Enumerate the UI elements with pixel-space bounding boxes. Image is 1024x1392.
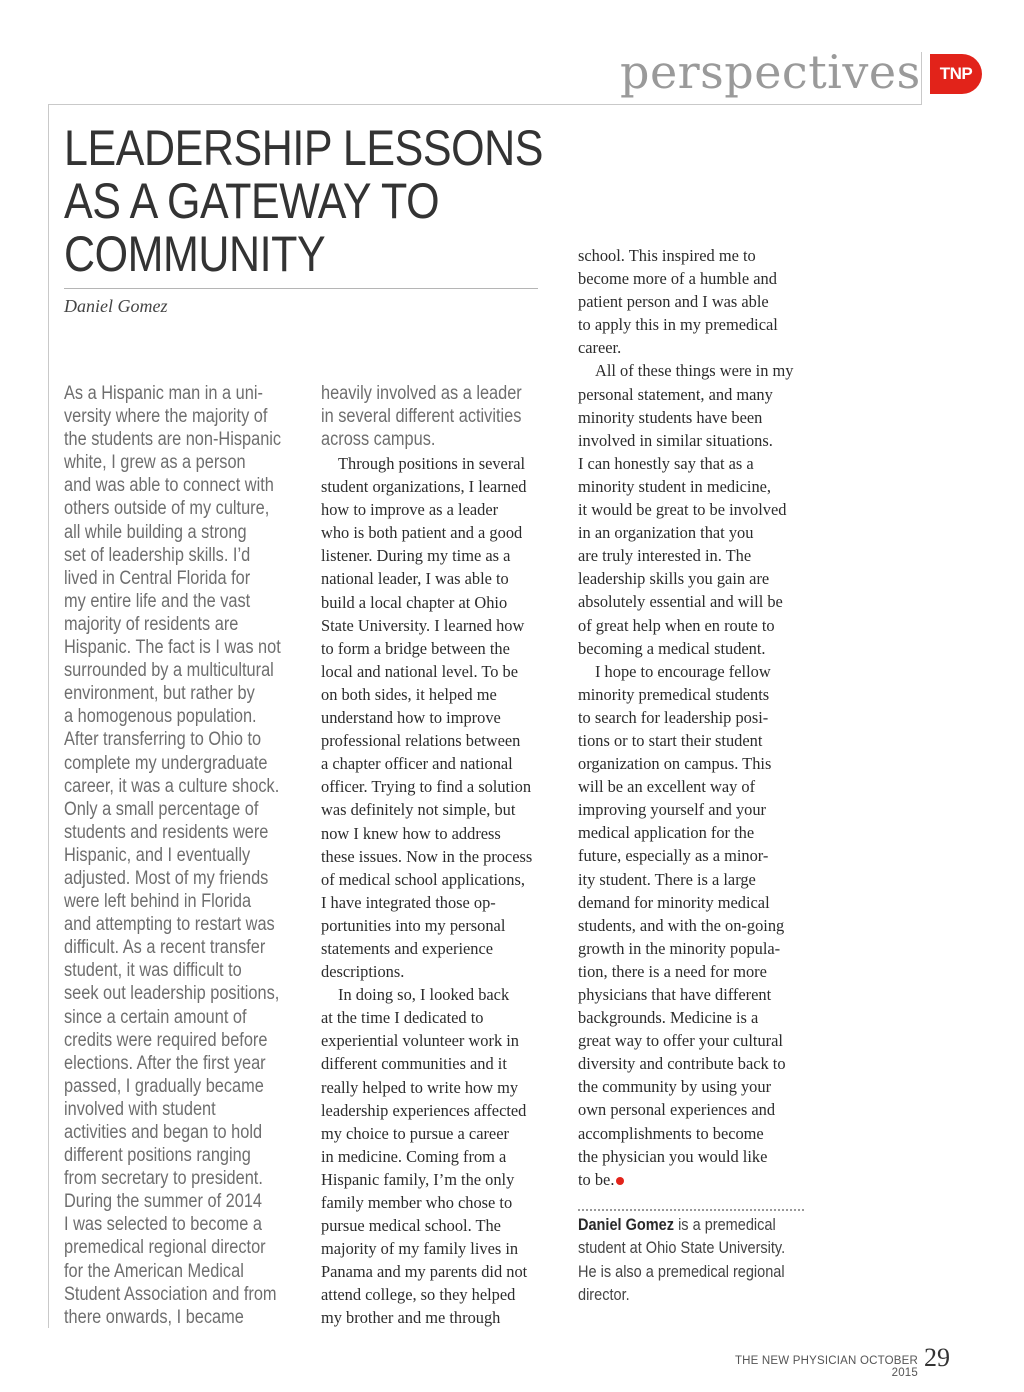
- text-line: [321, 1052, 561, 1075]
- text-line-content: I hope to encourage fellow: [595, 661, 771, 681]
- text-line-content: portunities into my personal: [321, 915, 506, 935]
- end-mark-icon: [616, 1177, 624, 1185]
- text-line: [64, 705, 313, 728]
- text-line: [578, 821, 818, 844]
- intro-continuation: [321, 382, 522, 451]
- text-line-content: All of these things were in my: [595, 361, 794, 381]
- bio-divider: [578, 1209, 804, 1211]
- text-line-content: my brother and me through: [321, 1308, 501, 1328]
- text-line-content: the students are non-Hispanic: [64, 429, 282, 451]
- text-line-content: surrounded by a multicultural: [64, 660, 274, 682]
- text-line-content: of great help when en route to: [578, 615, 775, 635]
- text-line-content: lived in Central Florida for: [64, 567, 251, 589]
- text-line: [578, 406, 818, 429]
- text-line: [64, 1190, 313, 1213]
- text-line-content: now I knew how to address: [321, 823, 501, 843]
- text-line: [64, 844, 313, 867]
- text-line: [321, 637, 561, 660]
- text-line-content: to apply this in my premedical: [578, 315, 778, 335]
- text-line: [321, 1145, 561, 1168]
- text-line: [578, 567, 818, 590]
- text-line-content: who is both patient and a good: [321, 523, 523, 543]
- text-line: [321, 960, 561, 983]
- bio-line: [578, 1261, 798, 1284]
- text-line-content: passed, I gradually became: [64, 1075, 264, 1097]
- text-line-content: minority students have been: [578, 407, 763, 427]
- text-line: [578, 1029, 818, 1052]
- text-line-content: organization on campus. This: [578, 754, 772, 774]
- text-line-content: all while building a strong: [64, 521, 247, 543]
- article-title: [64, 120, 543, 282]
- text-line: [578, 706, 818, 729]
- text-line: [321, 1168, 561, 1191]
- text-line: [321, 775, 561, 798]
- text-line-content: leadership experiences affected: [321, 1100, 527, 1120]
- text-line: [578, 1145, 818, 1168]
- text-line-content: there onwards, I became: [64, 1306, 244, 1328]
- text-line-content: becoming a medical student.: [578, 638, 766, 658]
- text-line: [578, 983, 818, 1006]
- text-line: [321, 452, 561, 475]
- text-line-content: personal statement, and many: [578, 384, 773, 404]
- text-line-content: and was able to connect with: [64, 475, 274, 497]
- text-line-content: involved in similar situations.: [578, 430, 773, 450]
- text-line: [64, 982, 313, 1005]
- text-line: [64, 1121, 313, 1144]
- text-line: [64, 936, 313, 959]
- bio-author-name: Daniel Gomez: [578, 1216, 675, 1234]
- text-line-content: majority of my family lives in: [321, 1239, 519, 1259]
- text-line: [64, 682, 313, 705]
- text-line: [64, 474, 313, 497]
- text-line: [64, 1306, 313, 1329]
- text-line: [578, 914, 818, 937]
- text-line-content: elections. After the first year: [64, 1052, 266, 1074]
- text-line: [64, 867, 313, 890]
- text-line: [64, 521, 313, 544]
- body-column-2: [321, 452, 561, 1330]
- text-line-content: complete my undergraduate: [64, 752, 268, 774]
- text-line-content: involved with student: [64, 1098, 216, 1120]
- text-line-content: diversity and contribute back to: [578, 1054, 786, 1074]
- text-line: [64, 590, 313, 613]
- text-line: [321, 614, 561, 637]
- text-line: [321, 1191, 561, 1214]
- bio-line: [578, 1214, 798, 1237]
- text-line-content: I have integrated those op-: [321, 892, 496, 912]
- text-line-content: from secretary to president.: [64, 1168, 263, 1190]
- text-line-content: in an organization that you: [578, 523, 754, 543]
- text-line-content: tions or to start their student: [578, 730, 763, 750]
- text-line: [321, 845, 561, 868]
- text-line-content: tion, there is a need for more: [578, 961, 767, 981]
- text-line: [321, 914, 561, 937]
- text-line: [578, 244, 818, 267]
- text-line: [321, 1006, 561, 1029]
- text-line-content: really helped to write how my: [321, 1077, 519, 1097]
- text-line: [321, 1029, 561, 1052]
- text-line: [64, 1098, 313, 1121]
- text-line-content: I can honestly say that as a: [578, 453, 754, 473]
- text-line: [321, 1260, 561, 1283]
- section-label: perspectives: [620, 45, 921, 99]
- title-line: LEADERSHIP LESSONS: [64, 120, 543, 176]
- text-line-content: to search for leadership posi-: [578, 707, 769, 727]
- text-line: [578, 660, 818, 683]
- intro-column: [64, 382, 282, 1329]
- text-line: [578, 729, 818, 752]
- text-line-content: premedical regional director: [64, 1237, 266, 1259]
- text-line-content: seek out leadership positions,: [64, 983, 280, 1005]
- title-line: AS A GATEWAY TO: [64, 173, 440, 229]
- text-line-content: how to improve as a leader: [321, 500, 499, 520]
- text-line-content: it would be great to be involved: [578, 500, 787, 520]
- text-line-content: of medical school applications,: [321, 869, 525, 889]
- text-line: [64, 1029, 313, 1052]
- text-line-content: students, and with the on-going: [578, 915, 785, 935]
- text-line-content: credits were required before: [64, 1029, 268, 1051]
- text-line: [64, 1144, 313, 1167]
- text-line: [321, 591, 561, 614]
- text-line: [321, 729, 561, 752]
- bio-line-text: He is also a premedical regional: [578, 1262, 785, 1281]
- text-line-content: Hispanic family, I’m the only: [321, 1169, 515, 1189]
- bio-line: [578, 1284, 798, 1307]
- text-line: [64, 613, 313, 636]
- text-line: [321, 683, 561, 706]
- text-line-content: statements and experience: [321, 938, 494, 958]
- text-line: [578, 614, 818, 637]
- text-line-content: and attempting to restart was: [64, 914, 275, 936]
- text-line-content: State University. I learned how: [321, 615, 525, 635]
- text-line: [64, 636, 313, 659]
- text-line-content: Panama and my parents did not: [321, 1262, 528, 1282]
- text-line-content: was definitely not simple, but: [321, 800, 516, 820]
- text-line-content: As a Hispanic man in a uni-: [64, 383, 263, 404]
- text-line: [578, 521, 818, 544]
- text-line-content: build a local chapter at Ohio: [321, 592, 508, 612]
- text-line-content: versity where the majority of: [64, 406, 268, 428]
- text-line-content: since a certain amount of: [64, 1006, 247, 1028]
- text-line: [321, 405, 522, 428]
- text-line: [578, 429, 818, 452]
- text-line: [321, 428, 522, 451]
- text-line-content: these issues. Now in the process: [321, 846, 533, 866]
- text-line-content: the physician you would like: [578, 1146, 768, 1166]
- text-line: [321, 1099, 561, 1122]
- text-line-content: my choice to pursue a career: [321, 1123, 509, 1143]
- text-line-content: were left behind in Florida: [64, 891, 252, 913]
- text-line: [578, 267, 818, 290]
- text-line: [64, 1283, 313, 1306]
- text-line: [321, 937, 561, 960]
- text-line: [321, 983, 561, 1006]
- bio-line-text: is a premedical: [674, 1216, 776, 1234]
- text-line: [64, 728, 313, 751]
- text-line: [64, 567, 313, 590]
- text-line: [321, 660, 561, 683]
- text-line: [578, 336, 818, 359]
- text-line-content: local and national level. To be: [321, 661, 518, 681]
- text-line: [578, 868, 818, 891]
- text-line: [578, 1006, 818, 1029]
- text-line-content: Through positions in several: [338, 454, 526, 473]
- text-line-content: to be.: [578, 1169, 615, 1189]
- page-number: 29: [924, 1343, 950, 1372]
- text-line: [64, 1167, 313, 1190]
- text-line: [64, 821, 313, 844]
- bio-line-text: student at Ohio State University.: [578, 1239, 786, 1258]
- text-line: [64, 428, 313, 451]
- text-line-content: set of leadership skills. I’d: [64, 544, 251, 566]
- text-line: [321, 475, 561, 498]
- text-line-content: majority of residents are: [64, 613, 239, 635]
- text-line-content: officer. Trying to find a solution: [321, 777, 532, 797]
- text-line-content: white, I grew as a person: [64, 452, 246, 474]
- text-line-content: student, it was difficult to: [64, 960, 242, 982]
- text-line: [64, 959, 313, 982]
- text-line-content: others outside of my culture,: [64, 498, 270, 520]
- text-line: [64, 497, 313, 520]
- text-line: [321, 822, 561, 845]
- text-line-content: my entire life and the vast: [64, 590, 251, 612]
- text-line-content: a chapter officer and national: [321, 754, 513, 774]
- text-line: [321, 798, 561, 821]
- text-line-content: ity student. There is a large: [578, 869, 756, 889]
- text-line-content: student organizations, I learned: [321, 477, 527, 497]
- text-line: [578, 937, 818, 960]
- text-line-content: future, especially as a minor-: [578, 846, 769, 866]
- text-line: [321, 382, 522, 405]
- tnp-badge: TNP: [930, 54, 982, 94]
- byline: Daniel Gomez: [64, 296, 168, 316]
- text-line-content: career.: [578, 338, 622, 358]
- text-line: [578, 775, 818, 798]
- text-line-content: accomplishments to become: [578, 1123, 764, 1143]
- text-line: [321, 706, 561, 729]
- text-line-content: demand for minority medical: [578, 892, 770, 912]
- text-line: [578, 475, 818, 498]
- text-line: [64, 659, 313, 682]
- text-line-content: backgrounds. Medicine is a: [578, 1008, 759, 1028]
- text-line: [578, 452, 818, 475]
- text-line: [64, 1260, 313, 1283]
- text-line-content: minority student in medicine,: [578, 476, 772, 496]
- text-line: [321, 1237, 561, 1260]
- text-line: [64, 382, 313, 405]
- title-line: COMMUNITY: [64, 226, 326, 282]
- footer-publication: THE NEW PHYSICIAN OCTOBER 2015: [734, 1355, 918, 1379]
- text-line-content: During the summer of 2014: [64, 1191, 263, 1213]
- text-line: [64, 1006, 313, 1029]
- text-line: [578, 590, 818, 613]
- text-line-content: difficult. As a recent transfer: [64, 937, 266, 959]
- text-line-content: adjusted. Most of my friends: [64, 867, 269, 889]
- text-line-content: descriptions.: [321, 962, 405, 982]
- text-line: [64, 451, 313, 474]
- text-line: [64, 775, 313, 798]
- text-line-content: great way to offer your cultural: [578, 1031, 783, 1051]
- text-line-content: professional relations between: [321, 731, 521, 751]
- text-line: [64, 1052, 313, 1075]
- text-line-content: for the American Medical: [64, 1260, 244, 1282]
- text-line: [64, 913, 313, 936]
- text-line-content: students and residents were: [64, 821, 269, 843]
- text-line: [578, 383, 818, 406]
- text-line: [321, 544, 561, 567]
- text-line-content: become more of a humble and: [578, 269, 777, 289]
- text-line: [64, 798, 313, 821]
- text-line: [64, 544, 313, 567]
- author-bio: [578, 1214, 798, 1308]
- bio-line-text: director.: [578, 1286, 630, 1305]
- header-rule: [48, 104, 922, 105]
- text-line-content: activities and began to hold: [64, 1122, 263, 1143]
- text-line-content: own personal experiences and: [578, 1100, 776, 1120]
- text-line: [321, 868, 561, 891]
- text-line-content: career, it was a culture shock.: [64, 775, 280, 797]
- header-divider: [921, 52, 922, 105]
- text-line: [64, 405, 313, 428]
- text-line: [578, 1122, 818, 1145]
- text-line: [578, 637, 818, 660]
- text-line-content: Student Association and from: [64, 1283, 277, 1305]
- text-line-content: leadership skills you gain are: [578, 569, 770, 589]
- text-line-content: attend college, so they helped: [321, 1285, 516, 1305]
- text-line-content: environment, but rather by: [64, 683, 255, 705]
- bio-line: [578, 1237, 798, 1260]
- text-line-content: physicians that have different: [578, 985, 772, 1004]
- text-line: [578, 960, 818, 983]
- text-line: [321, 498, 561, 521]
- text-line-content: patient person and I was able: [578, 292, 769, 312]
- text-line: [578, 359, 818, 382]
- text-line: [578, 1168, 818, 1191]
- text-line-content: In doing so, I looked back: [338, 985, 510, 1005]
- text-line-content: will be an excellent way of: [578, 777, 756, 797]
- text-line-content: minority premedical students: [578, 684, 770, 704]
- text-line: [578, 1075, 818, 1098]
- text-line: [64, 1236, 313, 1259]
- text-line: [64, 752, 313, 775]
- text-line: [321, 1283, 561, 1306]
- text-line: [321, 891, 561, 914]
- text-line-content: Hispanic. The fact is I was not: [64, 637, 281, 659]
- text-line: [578, 1052, 818, 1075]
- text-line: [578, 313, 818, 336]
- text-line-content: the community by using your: [578, 1077, 772, 1097]
- text-line-content: heavily involved as a leader: [321, 383, 522, 404]
- text-line-content: school. This inspired me to: [578, 246, 756, 265]
- left-margin-rule: [48, 104, 49, 1328]
- body-column-3: [578, 244, 818, 1191]
- text-line-content: national leader, I was able to: [321, 569, 509, 589]
- text-line-content: at the time I dedicated to: [321, 1008, 484, 1028]
- text-line-content: I was selected to become a: [64, 1214, 263, 1236]
- text-line-content: in medicine. Coming from a: [321, 1146, 507, 1166]
- text-line-content: family member who chose to: [321, 1193, 513, 1212]
- text-line: [64, 1213, 313, 1236]
- text-line: [578, 844, 818, 867]
- text-line: [578, 544, 818, 567]
- text-line-content: improving yourself and your: [578, 800, 767, 820]
- text-line: [64, 1075, 313, 1098]
- text-line: [321, 1214, 561, 1237]
- text-line-content: different positions ranging: [64, 1145, 251, 1167]
- text-line-content: After transferring to Ohio to: [64, 729, 262, 751]
- text-line-content: are truly interested in. The: [578, 546, 752, 566]
- text-line-content: Only a small percentage of: [64, 798, 259, 820]
- text-line-content: medical application for the: [578, 823, 755, 843]
- text-line-content: understand how to improve: [321, 708, 501, 728]
- text-line: [578, 498, 818, 521]
- title-rule: [64, 288, 538, 289]
- text-line-content: Hispanic, and I eventually: [64, 844, 251, 866]
- text-line-content: in several different activities: [321, 406, 522, 428]
- text-line: [578, 891, 818, 914]
- text-line: [321, 567, 561, 590]
- text-line-content: pursue medical school. The: [321, 1216, 501, 1236]
- text-line: [321, 1076, 561, 1099]
- text-line-content: experiential volunteer work in: [321, 1031, 519, 1051]
- text-line-content: absolutely essential and will be: [578, 592, 783, 612]
- text-line: [578, 798, 818, 821]
- text-line-content: different communities and it: [321, 1054, 507, 1074]
- text-line: [578, 1098, 818, 1121]
- text-line-content: a homogenous population.: [64, 706, 257, 728]
- text-line: [578, 683, 818, 706]
- text-line: [64, 890, 313, 913]
- text-line: [321, 1306, 561, 1329]
- text-line-content: listener. During my time as a: [321, 546, 511, 566]
- text-line-content: to form a bridge between the: [321, 638, 510, 658]
- text-line-content: on both sides, it helped me: [321, 684, 497, 704]
- text-line: [578, 290, 818, 313]
- text-line-content: across campus.: [321, 429, 436, 451]
- text-line: [321, 752, 561, 775]
- text-line: [321, 1122, 561, 1145]
- text-line-content: growth in the minority popula-: [578, 938, 781, 958]
- text-line: [578, 752, 818, 775]
- text-line: [321, 521, 561, 544]
